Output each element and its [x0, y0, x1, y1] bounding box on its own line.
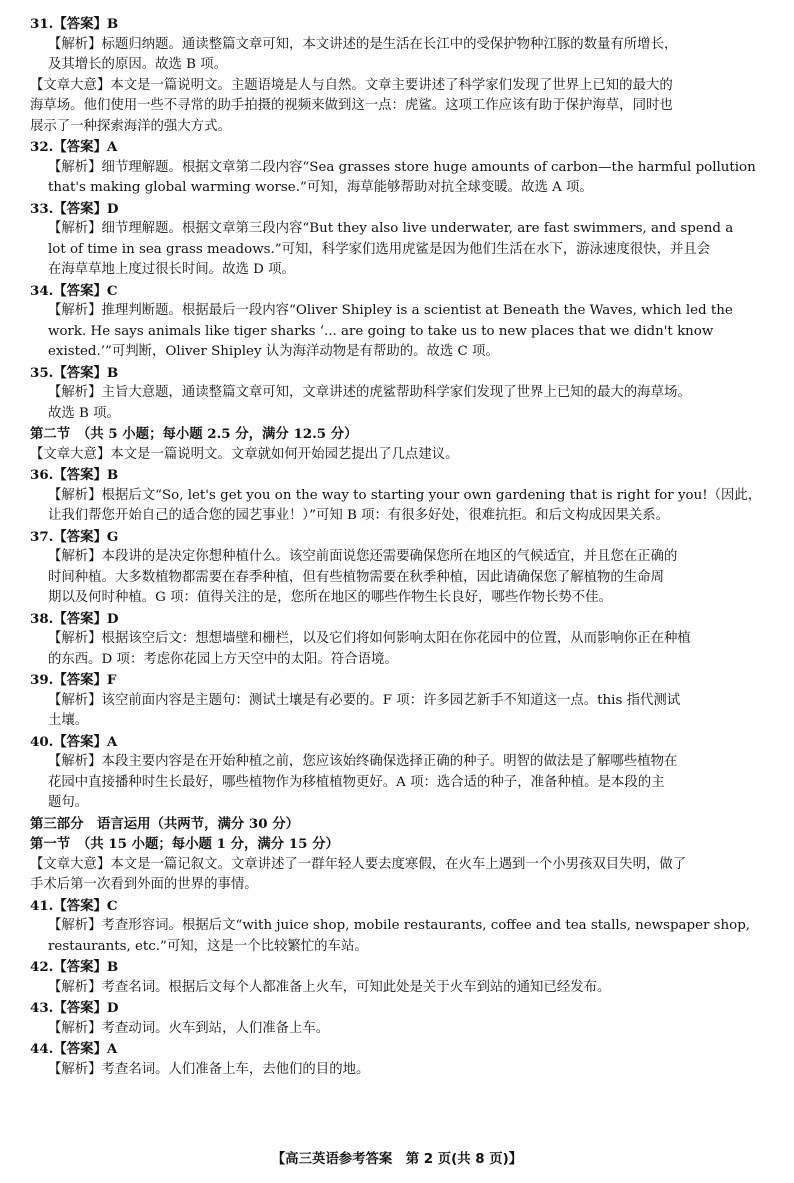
text-line: 【文章大意】本文是一篇说明文。主题语境是人与自然。文章主要讲述了科学家们发现了世界上已知的最大的 [30, 77, 673, 93]
answer-line: 44.【答案】A [30, 1041, 118, 1057]
text-line: 的东西。D 项：考虑你花园上方天空中的太阳。符合语境。 [48, 651, 398, 667]
text-line: 在海草草地上度过很长时间。故选 D 项。 [48, 262, 295, 277]
section-heading: 第一节 （共 15 小题；每小题 1 分，满分 15 分） [30, 836, 339, 852]
text-line: 【解析】细节理解题。根据文章第二段内容“Sea grasses store huge amounts of carbon—the harmful pollution [48, 159, 756, 175]
text-line: 【解析】根据后文“So, let's get you on the way to starting your own gardening that is right for you!（因此， [48, 487, 762, 503]
text-line: work. He says animals like tiger sharks ‘... are going to take us to new places that we didn't know [48, 323, 714, 339]
text-line: 【解析】推理判断题。根据最后一段内容“Oliver Shipley is a scientist at Beneath the Waves, which led the [48, 303, 733, 318]
answer-document [30, 14, 764, 1080]
text-line: 【文章大意】本文是一篇说明文。文章就如何开始园艺提出了几点建议。 [30, 446, 459, 462]
text-line: 【解析】考查形容词。根据后文“with juice shop, mobile restaurants, coffee and tea stalls, newspaper shop, [48, 918, 751, 933]
text-line: 期以及何时种植。G 项：值得关注的是，您所在地区的哪些作物生长良好，哪些作物长势不佳。 [48, 590, 612, 605]
text-line: 【解析】考查名词。人们准备上车，去他们的目的地。 [48, 1061, 370, 1077]
text-line: 【解析】标题归纳题。通读整篇文章可知，本文讲述的是生活在长江中的受保护物种江豚的数量有所增长， [48, 36, 678, 52]
text-line: 【解析】本段主要内容是在开始种植之前，您应该始终确保选择正确的种子。明智的做法是了解哪些植物在 [48, 754, 678, 769]
answer-line: 42.【答案】B [30, 959, 119, 975]
answer-line: 31.【答案】B [30, 16, 119, 32]
text-line: 及其增长的原因。故选 B 项。 [48, 57, 228, 72]
text-line: 让我们帮您开始自己的适合您的园艺事业！）”可知 B 项：有很多好处，很难抗拒。和后文构成因果关系。 [48, 508, 670, 523]
text-line: 【解析】根据该空后文：想想墙壁和栅栏，以及它们将如何影响太阳在你花园中的位置，从而影响你正在种植 [48, 631, 691, 646]
answer-line: 35.【答案】B [30, 364, 119, 381]
text-line: 【解析】考查名词。根据后文每个人都准备上火车，可知此处是关于火车到站的通知已经发布。 [48, 979, 611, 995]
page-footer: 【高三英语参考答案 第 2 页(共 8 页)】 [271, 1152, 523, 1167]
text-line: existed.’”可判断，Oliver Shipley 认为海洋动物是有帮助的。故选 C 项。 [48, 344, 499, 359]
text-line: 【解析】主旨大意题，通读整篇文章可知，文章讲述的虎鲨帮助科学家们发现了世界上已知的最大的海草场。 [48, 385, 691, 400]
text-line: 【解析】细节理解题。根据文章第三段内容“But they also live underwater, are fast swimmers, and spend a [48, 221, 734, 236]
text-line: 【解析】本段讲的是决定你想种植什么。该空前面说您还需要确保您所在地区的气候适宜，并且您在正确的 [48, 549, 678, 564]
text-line: 【解析】该空前面内容是主题句：测试土壤是有必要的。F 项：许多园艺新手不知道这一点。this 指代测试 [48, 692, 681, 708]
text-line: restaurants, etc.”可知，这是一个比较繁忙的车站。 [48, 938, 368, 954]
text-line: 花园中直接播种时生长最好，哪些植物作为移植植物更好。A 项：选合适的种子，准备种植。是本段的主 [48, 774, 665, 790]
text-line: 海草场。他们使用一些不寻常的助手拍摄的视频来做到这一点：虎鲨。这项工作应该有助于保护海草，同时也 [30, 98, 673, 113]
answer-line: 36.【答案】B [30, 467, 119, 483]
answer-line: 32.【答案】A [30, 139, 118, 155]
answer-line: 38.【答案】D [30, 610, 119, 627]
answer-line: 33.【答案】D [30, 200, 119, 217]
section-heading: 第二节 （共 5 小题；每小题 2.5 分，满分 12.5 分） [30, 426, 358, 442]
text-line: 【解析】考查动词。火车到站，人们准备上车。 [48, 1020, 330, 1036]
text-line: 时间种植。大多数植物都需要在春季种植，但有些植物需要在秋季种植，因此请确保您了解植物的生命周 [48, 569, 664, 585]
answer-line: 41.【答案】C [30, 897, 118, 914]
text-line: 手术后第一次看到外面的世界的事情。 [30, 877, 258, 892]
answer-line: 37.【答案】G [30, 528, 119, 545]
answer-line: 39.【答案】F [30, 672, 117, 688]
section-heading: 第三部分 语言运用（共两节，满分 30 分） [30, 815, 299, 832]
text-line: that's making global warming worse.”可知，海草能够帮助对抗全球变暖。故选 A 项。 [48, 180, 593, 195]
text-line: lot of time in sea grass meadows.”可知，科学家们选用虎鲨是因为他们生活在水下，游泳速度很快，并且会 [48, 241, 711, 257]
text-line: 【文章大意】本文是一篇记叙文。文章讲述了一群年轻人要去度寒假，在火车上遇到一个小男孩双目失明，做了 [30, 856, 687, 872]
text-line: 土壤。 [48, 713, 89, 728]
answer-line: 34.【答案】C [30, 282, 118, 299]
answer-line: 43.【答案】D [30, 1000, 119, 1016]
text-line: 展示了一种探索海洋的强大方式。 [30, 118, 231, 134]
text-line: 题句。 [48, 795, 89, 810]
text-line: 故选 B 项。 [48, 405, 120, 421]
answer-line: 40.【答案】A [30, 733, 118, 750]
